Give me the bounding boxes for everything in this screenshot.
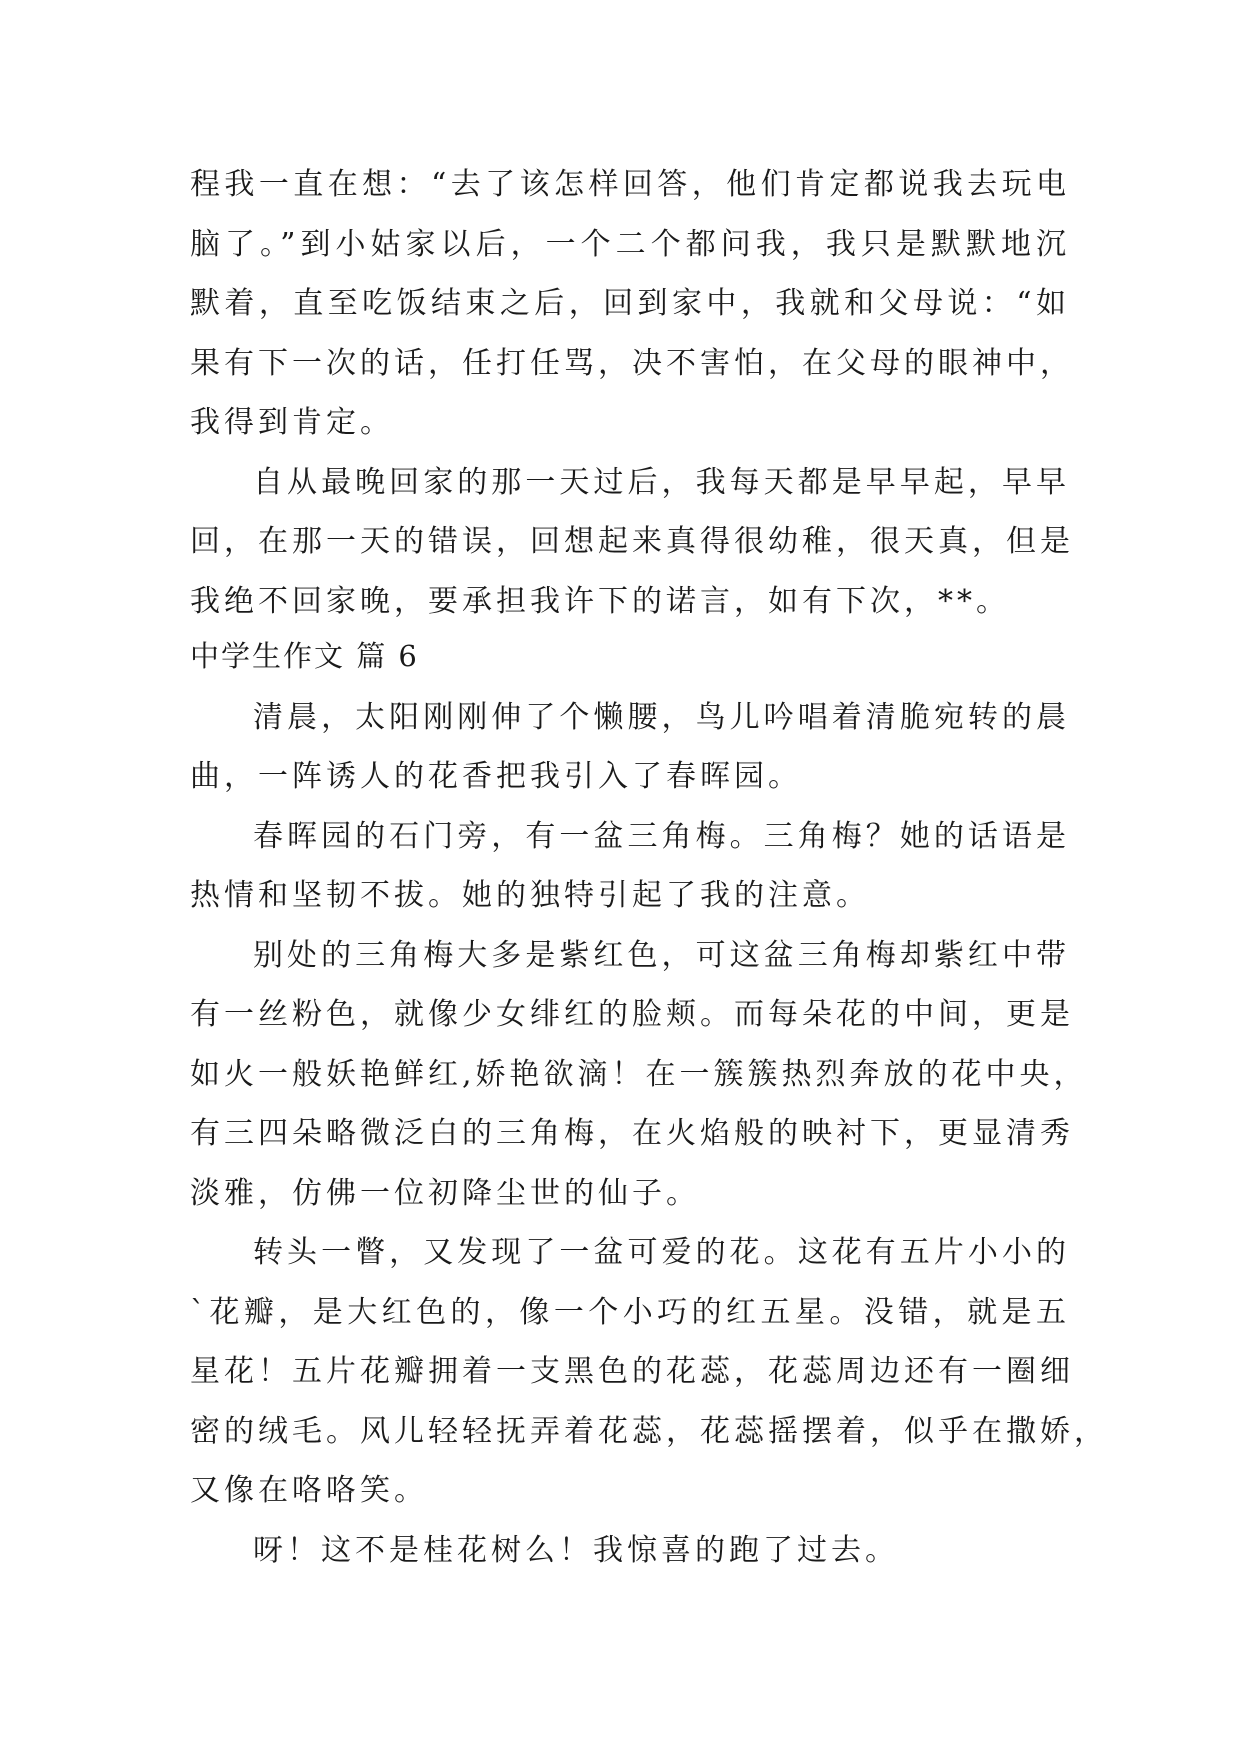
text-line: 自从最晚回家的那一天过后，我每天都是早早起，早早 bbox=[253, 465, 1070, 500]
text-line: 春晖园的石门旁，有一盆三角梅。三角梅？她的话语是 bbox=[253, 819, 1070, 854]
text-line: 又像在咯咯笑。 bbox=[190, 1473, 428, 1508]
text-line: `花瓣，是大红色的，像一个小巧的红五星。没错，就是五 bbox=[190, 1295, 1070, 1330]
text-line: 程我一直在想：“去了该怎样回答，他们肯定都说我去玩电 bbox=[190, 167, 1070, 202]
text-line: 曲，一阵诱人的花香把我引入了春晖园。 bbox=[190, 759, 802, 794]
text-line: 密的绒毛。风儿轻轻抚弄着花蕊，花蕊摇摆着，似乎在撒娇， bbox=[190, 1414, 1108, 1449]
text-line: 脑了。”到小姑家以后，一个二个都问我，我只是默默地沉 bbox=[190, 227, 1070, 262]
text-line: 别处的三角梅大多是紫红色，可这盆三角梅却紫红中带 bbox=[253, 938, 1070, 973]
text-line: 星花！五片花瓣拥着一支黑色的花蕊，花蕊周边还有一圈细 bbox=[190, 1354, 1074, 1389]
text-line: 回，在那一天的错误，回想起来真得很幼稚，很天真，但是 bbox=[190, 524, 1074, 559]
text-line: 淡雅，仿佛一位初降尘世的仙子。 bbox=[190, 1176, 700, 1211]
text-line: 有一丝粉色，就像少女绯红的脸颊。而每朵花的中间，更是 bbox=[190, 997, 1074, 1032]
text-line: 默着，直至吃饭结束之后，回到家中，我就和父母说：“如 bbox=[190, 286, 1070, 321]
text-line: 我得到肯定。 bbox=[190, 405, 394, 440]
text-line: 呀！这不是桂花树么！我惊喜的跑了过去。 bbox=[253, 1533, 899, 1568]
text-line: 清晨，太阳刚刚伸了个懒腰，鸟儿吟唱着清脆宛转的晨 bbox=[253, 700, 1070, 735]
text-line: 果有下一次的话，任打任骂，决不害怕，在父母的眼神中， bbox=[190, 346, 1074, 381]
text-line: 有三四朵略微泛白的三角梅，在火焰般的映衬下，更显清秀 bbox=[190, 1116, 1074, 1151]
text-line: 转头一瞥，又发现了一盆可爱的花。这花有五片小小的 bbox=[253, 1235, 1070, 1270]
text-line: 我绝不回家晚，要承担我许下的诺言，如有下次，**。 bbox=[190, 584, 1010, 619]
text-line: 热情和坚韧不拔。她的独特引起了我的注意。 bbox=[190, 878, 870, 913]
section-heading: 中学生作文 篇 6 bbox=[190, 639, 419, 673]
text-line: 如火一般妖艳鲜红,娇艳欲滴！在一簇簇热烈奔放的花中央， bbox=[190, 1057, 1088, 1092]
